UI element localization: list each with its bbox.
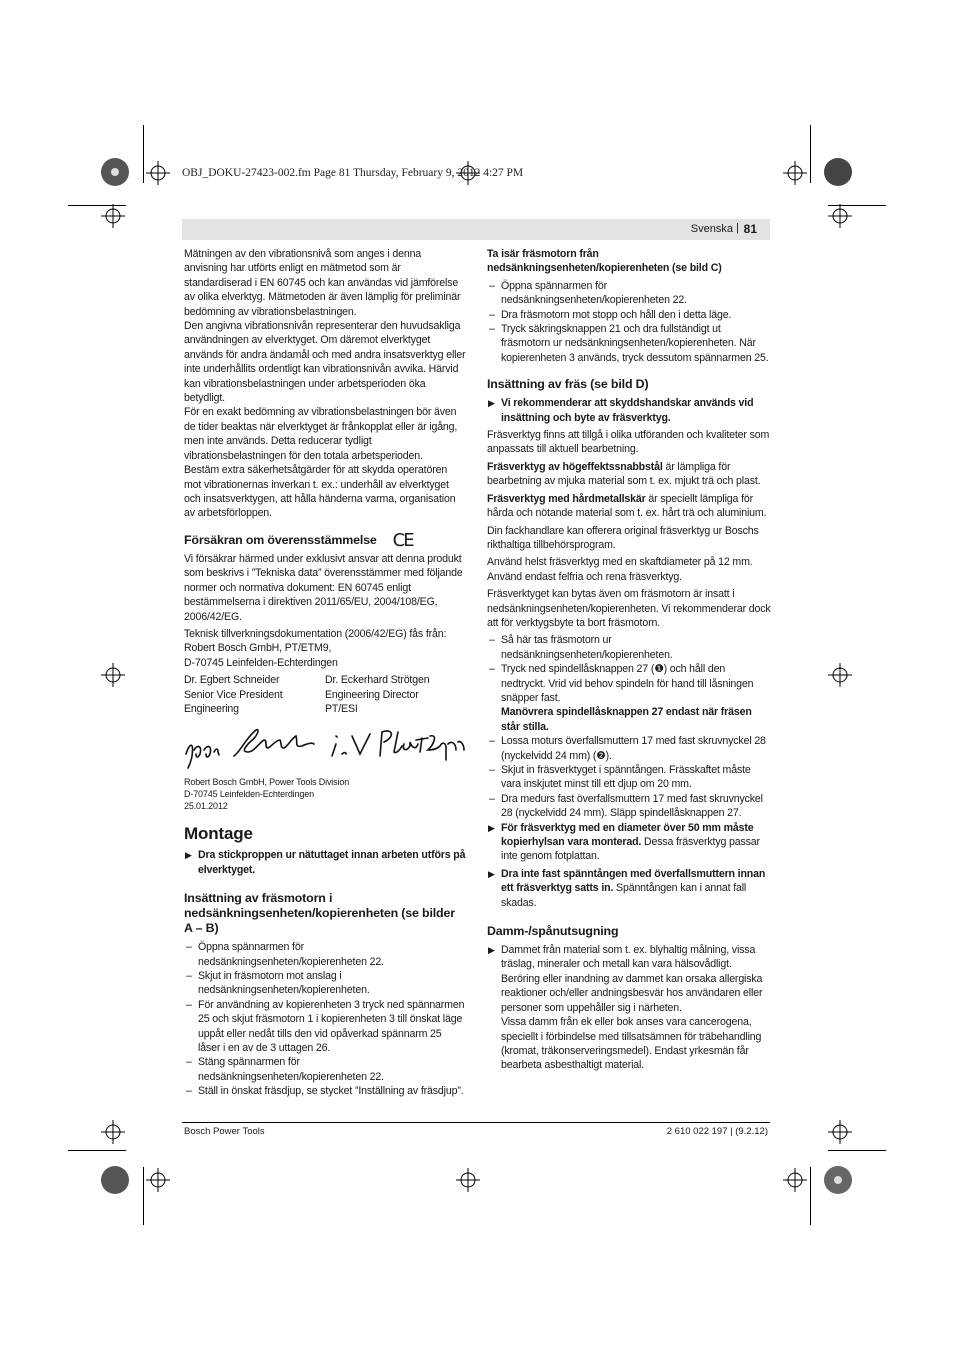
signatories bbox=[184, 673, 466, 716]
cutter-step: – Dra medurs fast överfallsmuttern 17 med fast skruvnyckel 28 (nyckelvidd 24 mm). Släpp spindellåsknappen 27. bbox=[487, 792, 772, 821]
footer-doc-number: 2 610 022 197 | (9.2.12) bbox=[666, 1126, 768, 1137]
insert-heading: Insättning av fräsmotorn i nedsänkningsenheten/kopierenheten (se bilder A – B) bbox=[184, 891, 455, 936]
cutter-step: – Så här tas fräsmotorn ur nedsänkningsenheten/kopierenheten. bbox=[487, 633, 772, 662]
arrow-bullet-icon: ▶ bbox=[488, 868, 495, 879]
file-info-line: OBJ_DOKU-27423-002.fm Page 81 Thursday, February 9, 2012 4:27 PM bbox=[182, 167, 524, 179]
cutter-paragraph: Använd helst fräsverktyg med en skaftdiameter på 12 mm. Använd endast felfria och rena fräsverktyg. bbox=[487, 556, 753, 583]
insert-step: – Skjut in fräsmotorn mot anslag i nedsänkningsenheten/kopierenheten. bbox=[184, 969, 466, 998]
cutter-step: – Lossa moturs överfallsmuttern 17 med fast skruvnyckel 28 (nyckelvidd 24 mm) (❷). bbox=[487, 734, 772, 763]
company-line: 25.01.2012 bbox=[184, 801, 228, 812]
remove-step: – Dra fräsmotorn mot stopp och håll den i detta läge. bbox=[487, 308, 772, 322]
footer-rule bbox=[182, 1122, 770, 1123]
company-block bbox=[184, 776, 466, 812]
signatory-title: Engineering Director bbox=[325, 688, 419, 701]
cutter-paragraph: Fräsverktyg finns att tillgå i olika utföranden och kvaliteter som anpassats till aktuell bearbetning. bbox=[487, 429, 770, 456]
montage-warning-text: Dra stickproppen ur nätuttaget innan arbeten utförs på elverktyget. bbox=[198, 849, 466, 876]
cutter-paragraph: Din fackhandlare kan offerera original fräsverktyg ur Boschs rikthaltiga tillbehörsprogram. bbox=[487, 524, 759, 551]
remove-step: – Tryck säkringsknappen 21 och dra fullständigt ut fräsmotorn ur nedsänkningsenheten/kopierenheten. När kopierenheten 3 används, tryck dessutom spännarmen 25. bbox=[487, 322, 772, 365]
tech-doc-line: D-70745 Leinfelden-Echterdingen bbox=[184, 656, 338, 669]
header-separator: | bbox=[736, 222, 739, 234]
gloves-warning-text: Vi rekommenderar att skyddshandskar används vid insättning och byte av fräsverktyg. bbox=[501, 397, 754, 424]
cutter-step: – Skjut in fräsverktyget i spänntången. Frässkaftet måste vara inskjutet minst till ett djup om 20 mm. bbox=[487, 763, 772, 792]
signatory bbox=[325, 673, 466, 716]
spindle-note: Manövrera spindellåsknappen 27 endast när fräsen står stilla. bbox=[501, 706, 752, 733]
cutter-paragraph: Fräsverktyg med hårdmetallskär är speciellt lämpliga för hårda och nötande material som t. ex. hårt trä och aluminium. bbox=[487, 492, 767, 520]
conformity-text: Vi försäkrar härmed under exklusivt ansvar att denna produkt som beskrivs i ”Tekniska data” överensstämmer med följande normer och normativa dokument: EN 60745 enligt bestämmelserna i direktiven 2011/65/EU, 2004/108/EG, 2006/42/EG. bbox=[184, 552, 463, 623]
intro-paragraph: Den angivna vibrationsnivån representerar den huvudsakliga användningen av elverktyget. Om däremot elverktyget används för andra ändamål och med andra insatsverktyg eller inte underhållits ordentligt kan vibrationsnivån avvika. Härvid kan vibrationsbelastningen under arbetsperioden öka betydligt. bbox=[184, 320, 466, 405]
signatory-dept: Engineering bbox=[184, 703, 239, 715]
insert-cutter-heading: Insättning av fräs (se bild D) bbox=[487, 377, 649, 392]
page-header-bar bbox=[182, 219, 770, 240]
signatory-dept: PT/ESI bbox=[325, 703, 358, 715]
remove-heading: Ta isär fräsmotorn från nedsänkningsenheten/kopierenheten (se bild C) bbox=[487, 248, 722, 275]
intro-paragraph: För en exakt bedömning av vibrationsbelastningen bör även de tider beaktas när elverktyget är frånkopplat eller är igång, men inte används. Detta reducerar tydligt vibrationsbelastningen för den totala arbetsperioden. bbox=[184, 406, 458, 462]
arrow-bullet-icon: ▶ bbox=[488, 398, 495, 409]
handwritten-signatures bbox=[184, 722, 466, 772]
cutter-paragraph: Fräsverktyget kan bytas även om fräsmotorn är insatt i nedsänkningsenheten/kopierenheten. Vi rekommenderar dock att för verktygsbyte ta bort fräsmotorn. bbox=[487, 588, 771, 629]
cutter-paragraph: Fräsverktyg av högeffektssnabbstål är lämpliga för bearbetning av mjuka material som t. ex. mjukt trä och plast. bbox=[487, 460, 761, 488]
page-number: 81 bbox=[743, 222, 757, 236]
cutter-warning: ▶ För fräsverktyg med en diameter över 50 mm måste kopierhylsan vara monterad. Dessa fräsverktyg passar inte genom fotplattan. bbox=[488, 821, 760, 863]
ce-mark-icon: CE bbox=[392, 529, 413, 551]
cutter-warning: ▶ Dra inte fast spänntången med överfallsmuttern innan ett fräsverktyg satts in. Spänntången kan i annat fall skadas. bbox=[488, 867, 766, 909]
montage-warning bbox=[184, 848, 466, 877]
gloves-warning bbox=[487, 396, 772, 425]
conformity-heading bbox=[184, 529, 466, 551]
left-column bbox=[184, 247, 466, 1099]
montage-heading: Montage bbox=[184, 824, 253, 844]
insert-step: – Öppna spännarmen för nedsänkningsenheten/kopierenheten 22. bbox=[184, 940, 466, 969]
header-language: Svenska bbox=[690, 223, 733, 235]
insert-step: – För användning av kopierenheten 3 tryck ned spännarmen 25 och skjut fräsmotorn 1 i kopierenheten 3 till önskat läge uppåt eller nedåt tills den vid opåverkad spännarm 25 låser i en av de 3 uttagen 26. bbox=[184, 998, 466, 1056]
arrow-bullet-icon: ▶ bbox=[185, 850, 192, 861]
company-line: Robert Bosch GmbH, Power Tools Division bbox=[184, 777, 350, 788]
dust-text: Vissa damm från ek eller bok anses vara cancerogena, speciellt i förbindelse med tillsatsämnen för träbehandling (kromat, träkonserveringsmedel). Endast yrkesmän får bearbeta asbesthaltigt material. bbox=[501, 1016, 762, 1072]
right-column bbox=[487, 247, 772, 1073]
insert-step: – Stäng spännarmen för nedsänkningsenheten/kopierenheten 22. bbox=[184, 1055, 466, 1084]
insert-step: – Ställ in önskat fräsdjup, se stycket ”Inställning av fräsdjup”. bbox=[184, 1084, 466, 1098]
tech-doc-line: Teknisk tillverkningsdokumentation (2006/42/EG) fås från: bbox=[184, 627, 447, 640]
signatory-name: Dr. Egbert Schneider bbox=[184, 674, 280, 687]
intro-paragraph: Mätningen av den vibrationsnivå som anges i denna anvisning har utförts enligt en mätmetod som är standardiserad i EN 60745 och kan användas vid jämförelse av olika elverktyg. Mätmetoden är även lämplig för preliminär bedömning av vibrationsbelastningen. bbox=[184, 248, 461, 318]
arrow-bullet-icon: ▶ bbox=[488, 822, 495, 833]
tech-doc-block bbox=[184, 627, 466, 670]
company-line: D-70745 Leinfelden-Echterdingen bbox=[184, 789, 314, 800]
signatory bbox=[184, 673, 325, 716]
arrow-bullet-icon: ▶ bbox=[488, 945, 495, 956]
signatory-title: Senior Vice President bbox=[184, 688, 283, 701]
intro-paragraph: Bestäm extra säkerhetsåtgärder för att skydda operatören mot vibrationernas inverkan t. ex.: underhåll av elverktyget och insatsverktygen, att hålla händerna varma, organisation av arbetsförloppen. bbox=[184, 464, 456, 520]
conformity-heading-text: Försäkran om överensstämmelse bbox=[184, 532, 377, 547]
signatory-name: Dr. Eckerhard Strötgen bbox=[325, 674, 430, 687]
remove-step: – Öppna spännarmen för nedsänkningsenheten/kopierenheten 22. bbox=[487, 279, 772, 308]
dust-warning: ▶ Dammet från material som t. ex. blyhaltig målning, vissa träslag, mineraler och metall kan vara hälsovådligt. Beröring eller inandning av dammet kan orsaka allergiska reaktioner och/eller andningsbesvär hos användaren eller personer som uppehåller sig i närheten. bbox=[488, 944, 763, 1014]
footer-brand: Bosch Power Tools bbox=[184, 1126, 265, 1137]
dust-heading: Damm-/spånutsugning bbox=[487, 924, 619, 939]
tech-doc-line: Robert Bosch GmbH, PT/ETM9, bbox=[184, 642, 332, 655]
cutter-step: – Tryck ned spindellåsknappen 27 (❶) och håll den nedtryckt. Vrid vid behov spindeln för hand till låsningen snäpper fast. bbox=[487, 662, 772, 705]
